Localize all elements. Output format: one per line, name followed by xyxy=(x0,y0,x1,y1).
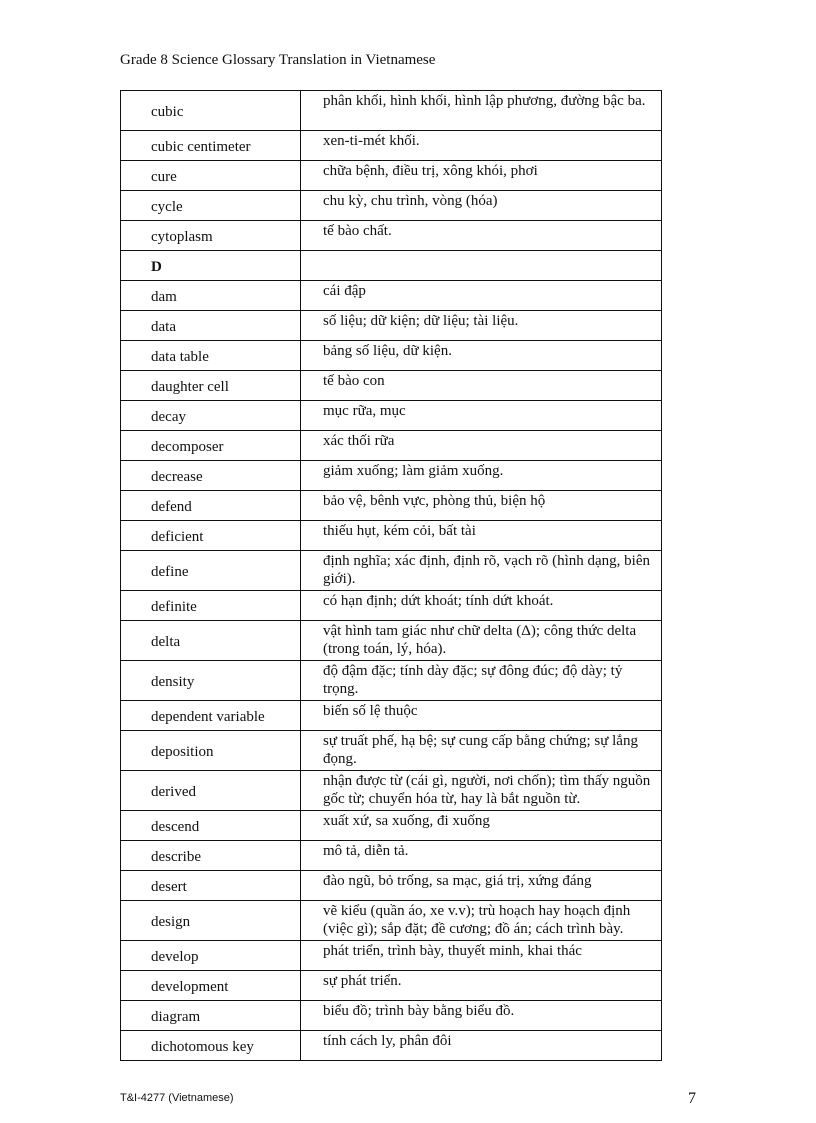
english-term: decrease xyxy=(121,461,301,491)
vietnamese-translation: chữa bệnh, điều trị, xông khói, phơi xyxy=(301,161,662,191)
english-term: descend xyxy=(121,811,301,841)
vietnamese-translation: chu kỳ, chu trình, vòng (hóa) xyxy=(301,191,662,221)
vietnamese-translation: số liệu; dữ kiện; dữ liệu; tài liệu. xyxy=(301,311,662,341)
glossary-row xyxy=(121,701,662,731)
english-term: data table xyxy=(121,341,301,371)
glossary-row xyxy=(121,971,662,1001)
page-number: 7 xyxy=(688,1090,696,1107)
vietnamese-translation: định nghĩa; xác định, định rõ, vạch rõ (hình dạng, biên giới). xyxy=(301,551,662,591)
vietnamese-translation: giảm xuống; làm giảm xuống. xyxy=(301,461,662,491)
english-term: cytoplasm xyxy=(121,221,301,251)
vietnamese-translation: tế bào con xyxy=(301,371,662,401)
vietnamese-translation: có hạn định; dứt khoát; tính dứt khoát. xyxy=(301,591,662,621)
vietnamese-translation: tế bào chất. xyxy=(301,221,662,251)
vietnamese-translation: đào ngũ, bỏ trống, sa mạc, giá trị, xứng đáng xyxy=(301,871,662,901)
vietnamese-translation: nhận được từ (cái gì, người, nơi chốn); tìm thấy nguồn gốc từ; chuyển hóa từ, hay là bắt nguồn từ. xyxy=(301,771,662,811)
vietnamese-translation: thiếu hụt, kém cỏi, bất tài xyxy=(301,521,662,551)
glossary-row xyxy=(121,1031,662,1061)
vietnamese-translation: bảo vệ, bênh vực, phòng thủ, biện hộ xyxy=(301,491,662,521)
vietnamese-translation: biến số lệ thuộc xyxy=(301,701,662,731)
vietnamese-translation: sự truất phế, hạ bệ; sự cung cấp bằng chứng; sự lắng đọng. xyxy=(301,731,662,771)
vietnamese-translation: sự phát triển. xyxy=(301,971,662,1001)
vietnamese-translation: tính cách ly, phân đôi xyxy=(301,1031,662,1061)
glossary-row xyxy=(121,871,662,901)
vietnamese-translation: mục rữa, mục xyxy=(301,401,662,431)
english-term: deposition xyxy=(121,731,301,771)
english-term: cubic xyxy=(121,91,301,131)
english-term: definite xyxy=(121,591,301,621)
glossary-body xyxy=(121,91,662,1061)
vietnamese-translation: biểu đồ; trình bày bằng biểu đồ. xyxy=(301,1001,662,1031)
glossary-row xyxy=(121,431,662,461)
english-term: define xyxy=(121,551,301,591)
document-header: Grade 8 Science Glossary Translation in Vietnamese xyxy=(120,52,436,68)
english-term: defend xyxy=(121,491,301,521)
vietnamese-translation: vẽ kiểu (quần áo, xe v.v); trù hoạch hay hoạch định (việc gì); sắp đặt; đề cương; đồ án; cách trình bày. xyxy=(301,901,662,941)
vietnamese-translation: mô tả, diễn tả. xyxy=(301,841,662,871)
english-term: daughter cell xyxy=(121,371,301,401)
english-term: deficient xyxy=(121,521,301,551)
section-letter-row xyxy=(121,251,662,281)
english-term: dam xyxy=(121,281,301,311)
glossary-row xyxy=(121,551,662,591)
english-term: describe xyxy=(121,841,301,871)
vietnamese-translation: phát triển, trình bày, thuyết minh, khai thác xyxy=(301,941,662,971)
vietnamese-translation xyxy=(301,251,662,281)
glossary-row xyxy=(121,731,662,771)
vietnamese-translation: vật hình tam giác như chữ delta (Δ); công thức delta (trong toán, lý, hóa). xyxy=(301,621,662,661)
glossary-row xyxy=(121,91,662,131)
section-letter: D xyxy=(121,251,301,281)
english-term: decomposer xyxy=(121,431,301,461)
english-term: delta xyxy=(121,621,301,661)
english-term: cubic centimeter xyxy=(121,131,301,161)
vietnamese-translation: phân khối, hình khối, hình lập phương, đường bậc ba. xyxy=(301,91,662,131)
english-term: data xyxy=(121,311,301,341)
english-term: cure xyxy=(121,161,301,191)
vietnamese-translation: cái đập xyxy=(301,281,662,311)
glossary-row xyxy=(121,621,662,661)
glossary-row xyxy=(121,591,662,621)
glossary-row xyxy=(121,491,662,521)
glossary-row xyxy=(121,841,662,871)
glossary-table xyxy=(120,90,662,1061)
vietnamese-translation: xuất xứ, sa xuống, đi xuống xyxy=(301,811,662,841)
english-term: development xyxy=(121,971,301,1001)
glossary-row xyxy=(121,1001,662,1031)
english-term: design xyxy=(121,901,301,941)
vietnamese-translation: xác thối rữa xyxy=(301,431,662,461)
vietnamese-translation: xen-ti-mét khối. xyxy=(301,131,662,161)
english-term: density xyxy=(121,661,301,701)
vietnamese-translation: độ đậm đặc; tính dày đặc; sự đông đúc; độ dày; tỷ trọng. xyxy=(301,661,662,701)
english-term: cycle xyxy=(121,191,301,221)
english-term: develop xyxy=(121,941,301,971)
english-term: dichotomous key xyxy=(121,1031,301,1061)
glossary-row xyxy=(121,901,662,941)
glossary-row xyxy=(121,311,662,341)
glossary-row xyxy=(121,131,662,161)
glossary-row xyxy=(121,221,662,251)
english-term: derived xyxy=(121,771,301,811)
glossary-row xyxy=(121,811,662,841)
document-code: T&I-4277 (Vietnamese) xyxy=(120,1092,234,1104)
english-term: dependent variable xyxy=(121,701,301,731)
glossary-row xyxy=(121,661,662,701)
english-term: diagram xyxy=(121,1001,301,1031)
glossary-row xyxy=(121,941,662,971)
english-term: desert xyxy=(121,871,301,901)
glossary-row xyxy=(121,771,662,811)
glossary-row xyxy=(121,191,662,221)
glossary-row xyxy=(121,341,662,371)
vietnamese-translation: bảng số liệu, dữ kiện. xyxy=(301,341,662,371)
glossary-row xyxy=(121,281,662,311)
glossary-row xyxy=(121,521,662,551)
glossary-row xyxy=(121,161,662,191)
english-term: decay xyxy=(121,401,301,431)
glossary-row xyxy=(121,461,662,491)
glossary-row xyxy=(121,401,662,431)
glossary-row xyxy=(121,371,662,401)
